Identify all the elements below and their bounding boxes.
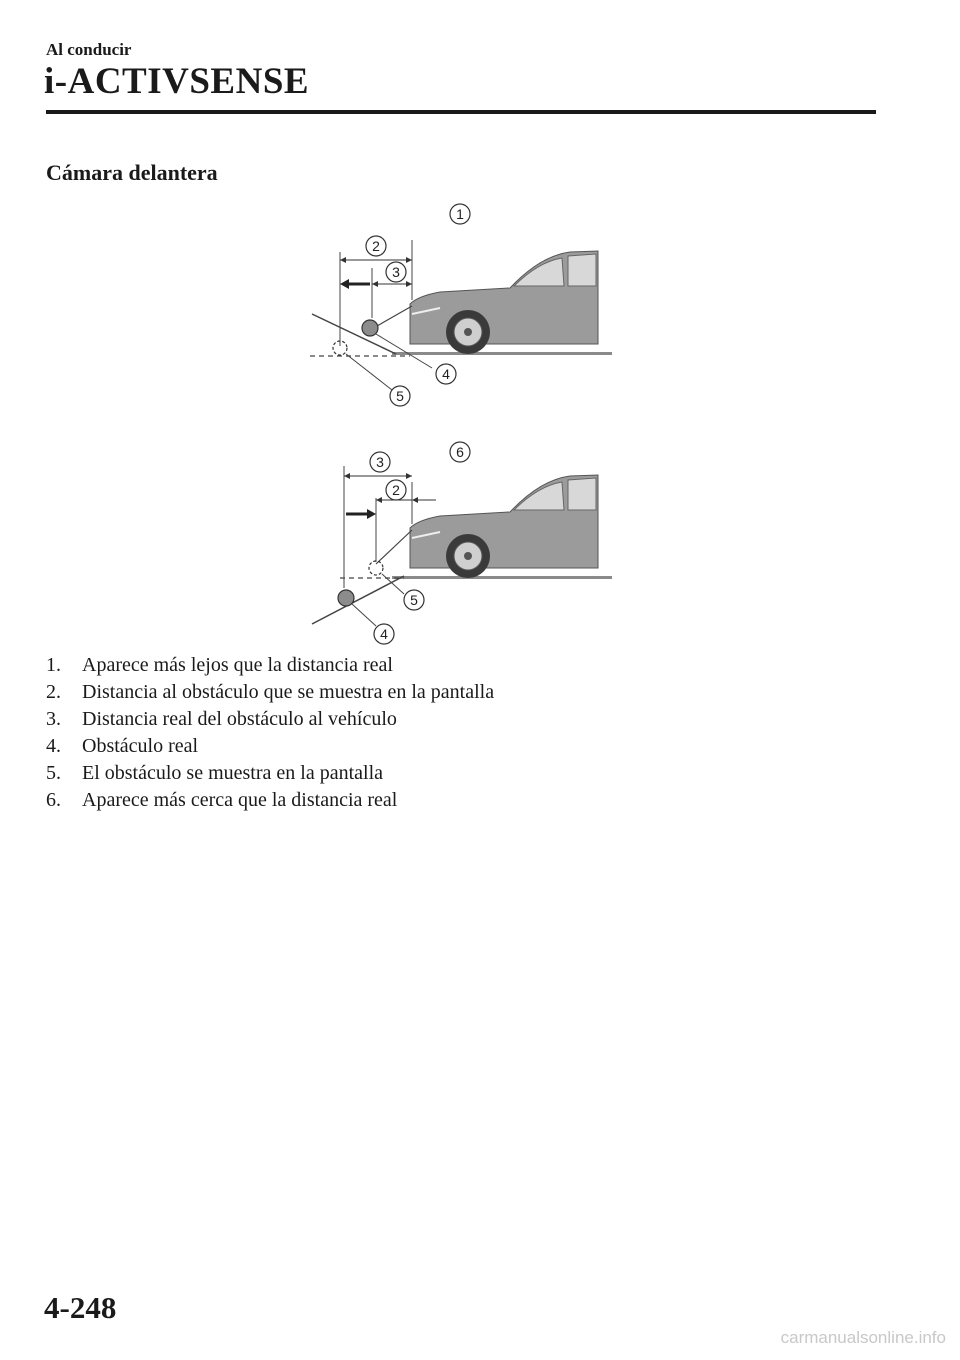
car-illustration — [410, 475, 598, 578]
callout-1 — [450, 204, 470, 224]
svg-text:5: 5 — [410, 592, 418, 608]
callout-3 — [370, 452, 390, 472]
callout-5 — [390, 386, 410, 406]
page-number: 4-248 — [44, 1290, 117, 1325]
actual-obstacle — [362, 320, 378, 336]
displayed-obstacle — [369, 561, 383, 575]
callout-5 — [404, 590, 424, 610]
incline-line — [312, 314, 396, 354]
watermark: carmanualsonline.info — [780, 1328, 946, 1347]
ground-line — [392, 352, 612, 355]
callout-2 — [386, 480, 406, 500]
callout-4 — [436, 364, 456, 384]
callout-2 — [366, 236, 386, 256]
figure-legend — [46, 652, 494, 814]
diagram-appears-closer — [300, 438, 620, 650]
callout-6 — [450, 442, 470, 462]
section-heading: Cámara delantera — [46, 160, 218, 185]
section-label: Al conducir — [46, 40, 132, 59]
svg-text:6: 6 — [456, 444, 464, 460]
legend-item: 1. Aparece más lejos que la distancia real — [46, 654, 393, 676]
page-title: i-ACTIVSENSE — [44, 61, 310, 102]
car-illustration — [410, 251, 598, 354]
legend-item: 4. Obstáculo real — [46, 735, 199, 757]
decline-line — [312, 576, 404, 624]
diagram-appears-farther — [300, 196, 620, 412]
svg-text:3: 3 — [376, 454, 384, 470]
actual-obstacle — [338, 590, 354, 606]
legend-item: 5. El obstáculo se muestra en la pantalla — [46, 762, 384, 784]
svg-text:4: 4 — [442, 366, 450, 382]
svg-text:3: 3 — [392, 264, 400, 280]
legend-item: 6. Aparece más cerca que la distancia real — [46, 789, 398, 811]
legend-item: 2. Distancia al obstáculo que se muestra en la pantalla — [46, 681, 495, 703]
header-divider — [46, 110, 876, 114]
callout-3 — [386, 262, 406, 282]
legend-item: 3. Distancia real del obstáculo al vehículo — [46, 708, 397, 730]
callout-4 — [374, 624, 394, 644]
svg-text:1: 1 — [456, 206, 464, 222]
svg-text:2: 2 — [372, 238, 380, 254]
svg-text:2: 2 — [392, 482, 400, 498]
ground-line — [392, 576, 612, 579]
svg-text:4: 4 — [380, 626, 388, 642]
camera-sight-line — [376, 530, 412, 564]
svg-text:5: 5 — [396, 388, 404, 404]
